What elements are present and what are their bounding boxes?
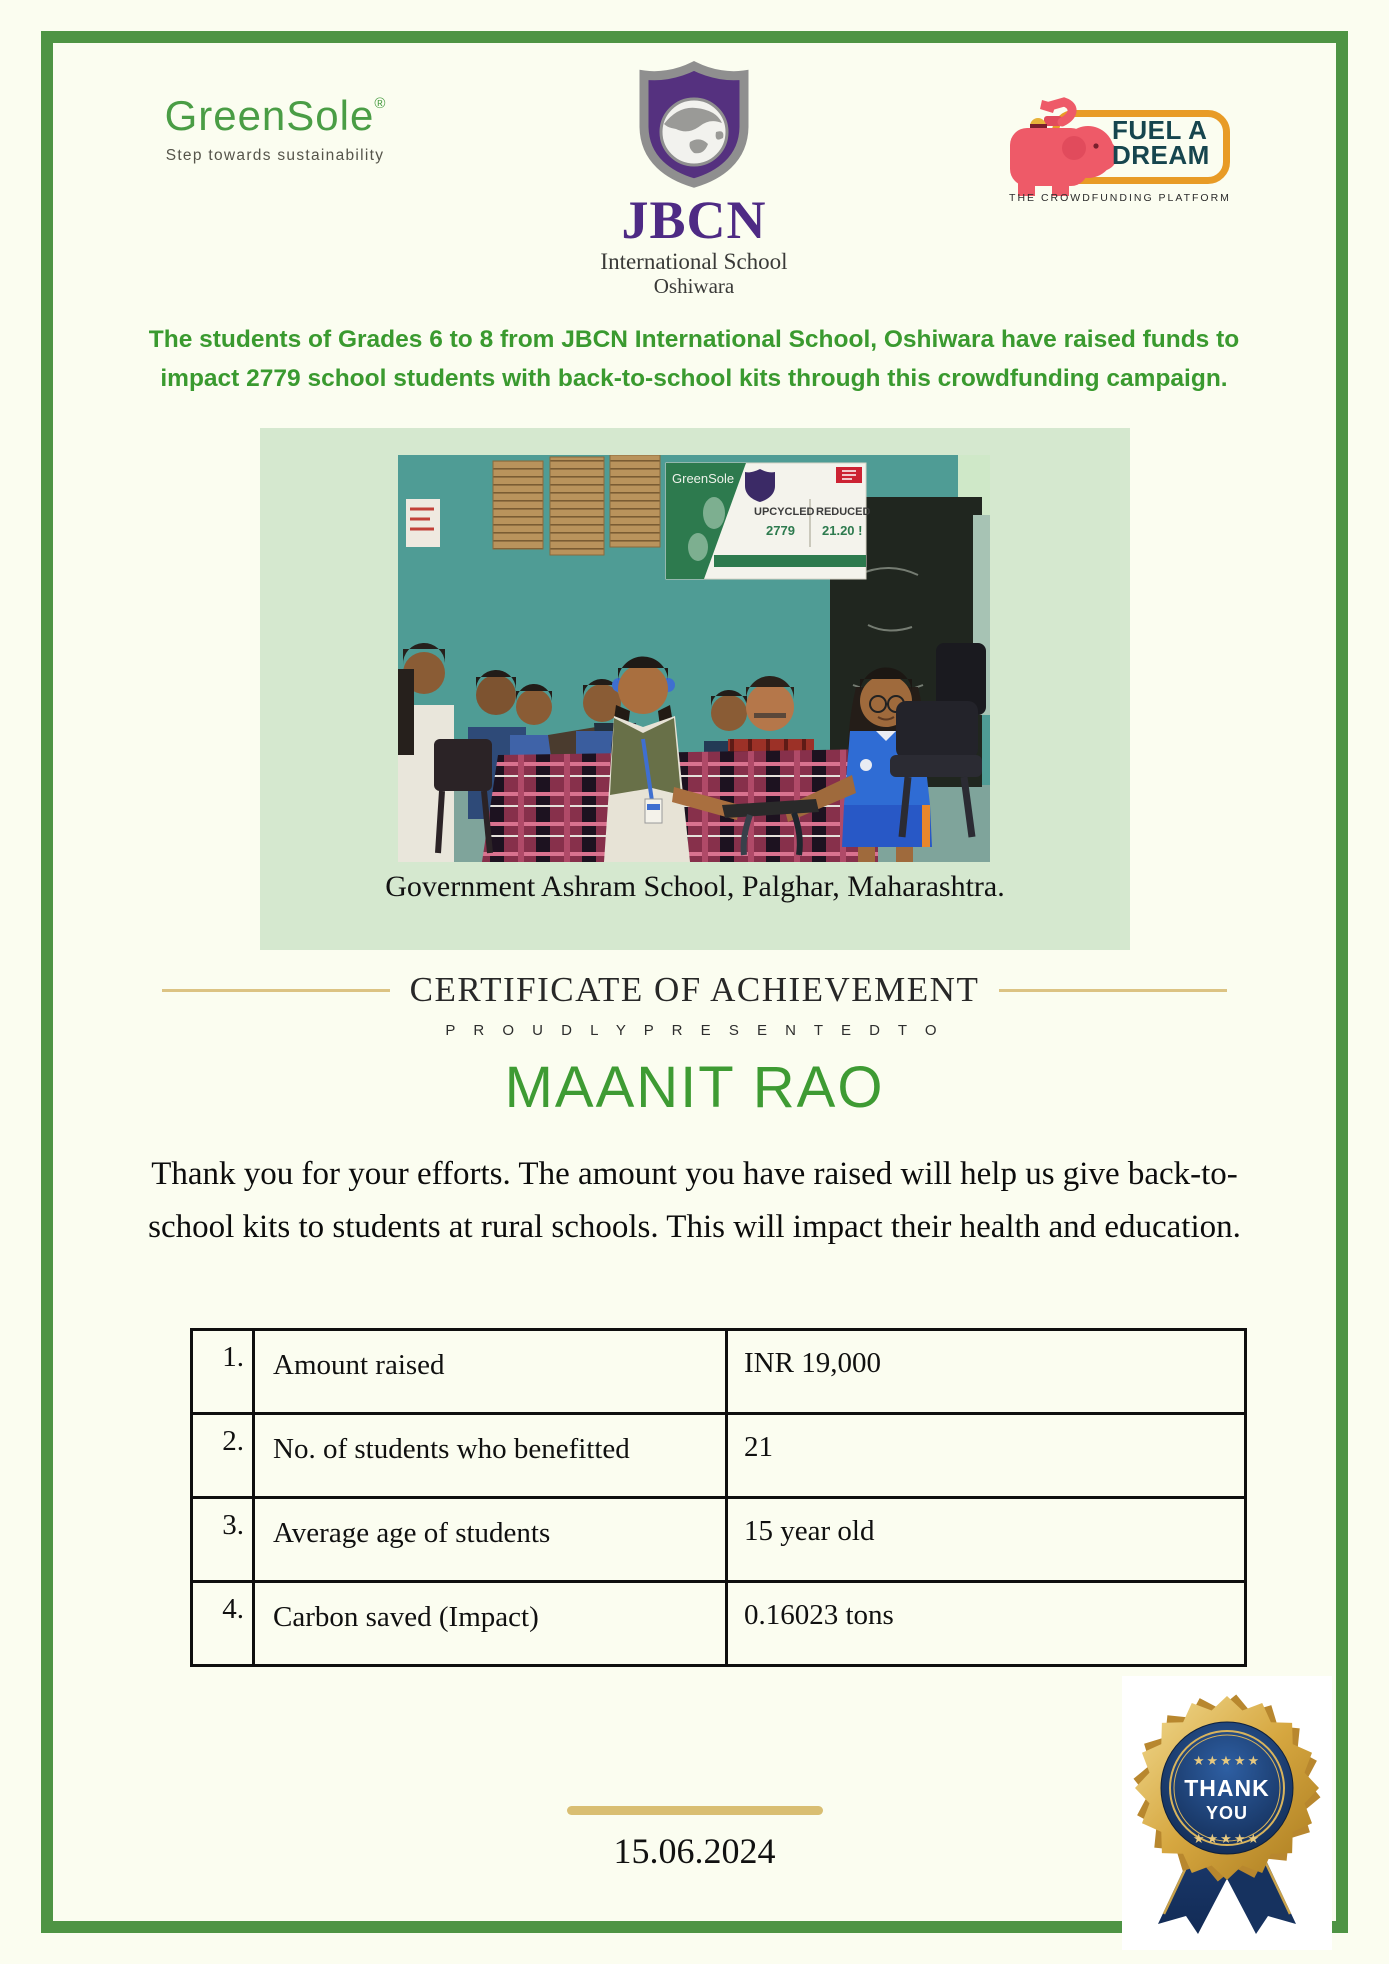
banner-brand: GreenSole [672, 471, 735, 486]
row-value: INR 19,000 [727, 1330, 1246, 1414]
certificate-date: 15.06.2024 [613, 1831, 776, 1871]
thank-you-message [50, 1148, 1339, 1255]
row-number: 2. [192, 1414, 254, 1498]
certificate-title-row [0, 970, 1389, 1010]
greensole-logo [130, 92, 420, 165]
jbcn-city-line: Oshiwara [653, 274, 735, 299]
recipient-name: MAANIT RAO [504, 1055, 885, 1120]
fueladream-logo [1000, 86, 1240, 216]
impact-table [190, 1328, 1247, 1667]
certificate-title: CERTIFICATE OF ACHIEVEMENT [409, 970, 980, 1009]
photo-caption: Government Ashram School, Palghar, Maharashtra. [385, 870, 1005, 903]
row-number: 4. [192, 1582, 254, 1666]
banner-stat2-value: 21.20 ! [822, 523, 863, 538]
greensole-wordmark: GreenSole [164, 92, 375, 139]
campaign-intro [94, 320, 1294, 398]
row-value: 0.16023 tons [727, 1582, 1246, 1666]
jbcn-logo [594, 60, 794, 299]
greensole-banner [666, 463, 870, 579]
registered-mark: ® [374, 95, 386, 112]
badge-line2: YOU [1205, 1803, 1249, 1823]
intro-line-1: The students of Grades 6 to 8 from JBCN International School, Oshiwara have raised funds to [148, 326, 1240, 353]
banner-stat2-label: REDUCED [816, 506, 871, 518]
intro-line-2: impact 2779 school students with back-to-school kits through this crowdfunding campaign. [160, 365, 1228, 393]
row-label: No. of students who benefitted [254, 1414, 727, 1498]
jbcn-school-line: International School [600, 249, 788, 274]
row-label: Average age of students [254, 1498, 727, 1582]
thank-you-badge [1122, 1676, 1332, 1950]
fueladream-wordmark [1112, 115, 1228, 170]
gold-rule-right [999, 989, 1227, 992]
badge-stars-top: ★★★★★ [1192, 1753, 1262, 1768]
fueladream-line2: DREAM [1112, 139, 1210, 170]
row-number: 1. [192, 1330, 254, 1414]
presented-label: P R O U D L Y P R E S E N T E D T O [445, 1022, 944, 1039]
jbcn-shield-icon [633, 60, 755, 188]
row-label: Amount raised [254, 1330, 727, 1414]
photo-panel [260, 428, 1130, 950]
message-line-1: Thank you for your efforts. The amount you have raised will help us give back-to- [151, 1156, 1238, 1192]
jbcn-wordmark: JBCN [621, 190, 767, 250]
row-label: Carbon saved (Impact) [254, 1582, 727, 1666]
badge-line1: THANK [1184, 1775, 1270, 1801]
gold-rule-left [162, 989, 390, 992]
greensole-tagline: Step towards sustainability [165, 147, 385, 164]
badge-stars-bottom: ★★★★★ [1192, 1831, 1262, 1846]
fueladream-line1: FUEL A [1112, 115, 1208, 145]
row-value: 21 [727, 1414, 1246, 1498]
classroom-photo-illustration [398, 455, 990, 862]
thank-you-rosette-icon [1122, 1676, 1332, 1950]
table-row [192, 1414, 1246, 1498]
banner-stat1-value: 2779 [766, 523, 795, 538]
row-value: 15 year old [727, 1498, 1246, 1582]
fueladream-tagline: THE CROWDFUNDING PLATFORM [1009, 192, 1231, 204]
row-number: 3. [192, 1498, 254, 1582]
banner-stat1-label: UPCYCLED [754, 506, 815, 518]
table-row [192, 1582, 1246, 1666]
elephant-icon [1004, 86, 1122, 198]
message-line-2: school kits to students at rural schools. This will impact their health and education. [148, 1209, 1241, 1246]
table-row [192, 1330, 1246, 1414]
table-row [192, 1498, 1246, 1582]
gold-divider [567, 1806, 823, 1815]
